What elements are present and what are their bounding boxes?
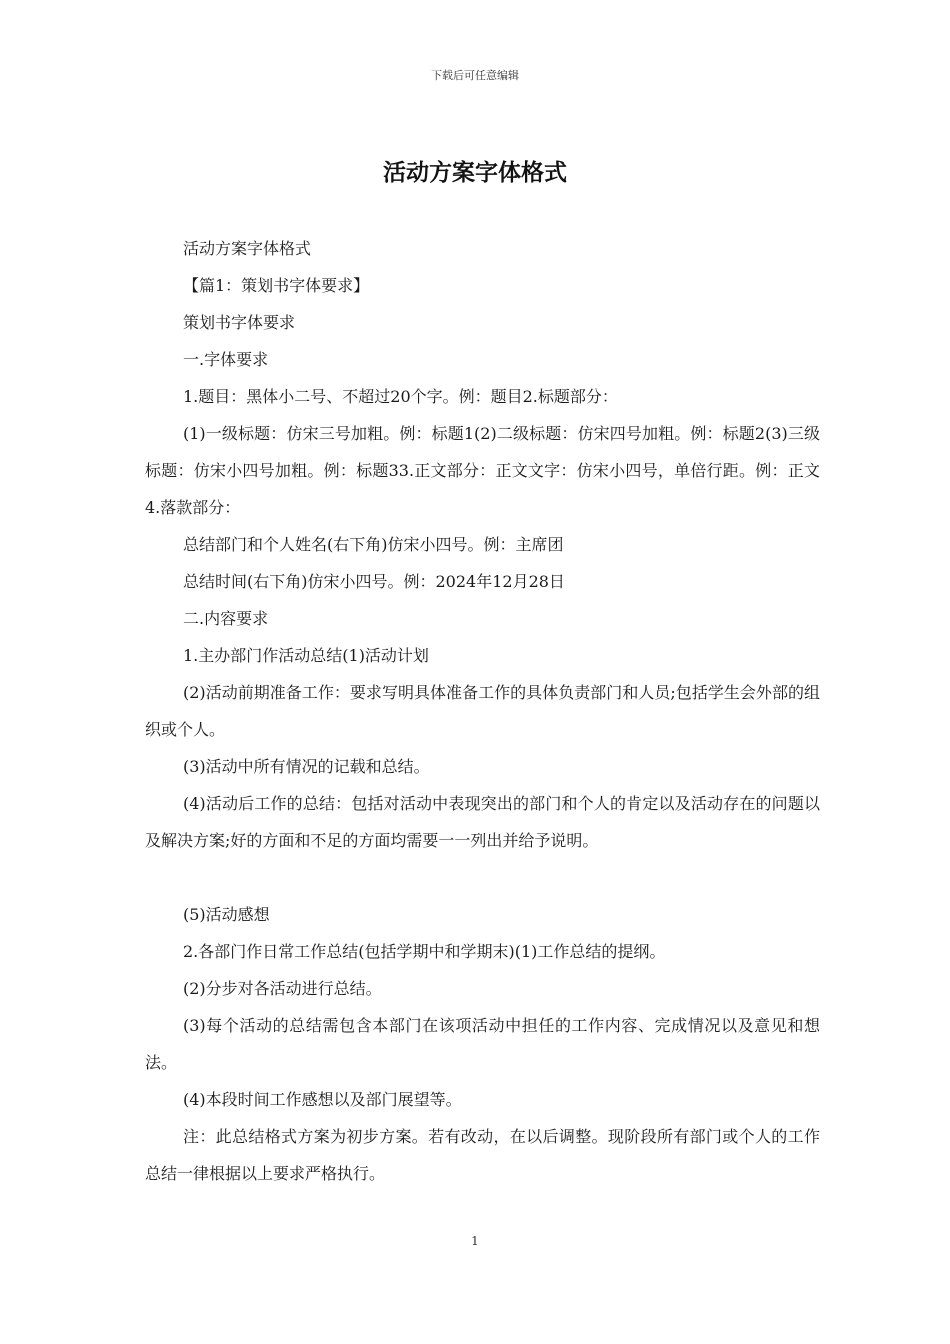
header-note: 下载后可任意编辑 (431, 69, 519, 82)
paragraph: 二.内容要求 (183, 609, 269, 628)
paragraph: 一.字体要求 (183, 350, 269, 369)
paragraph: (3)每个活动的总结需包含本部门在该项活动中担任的工作内容、完成情况以及意见和想法。 (145, 1016, 820, 1072)
paragraph: 总结部门和个人姓名(右下角)仿宋小四号。例：主席团 (183, 535, 564, 554)
paragraph: 注：此总结格式方案为初步方案。若有改动，在以后调整。现阶段所有部门或个人的工作总结一律根据以上要求严格执行。 (145, 1127, 820, 1183)
paragraph: 1.题目：黑体小二号、不超过20个字。例：题目2.标题部分： (183, 387, 618, 406)
document-title: 活动方案字体格式 (383, 160, 567, 186)
paragraph: (5)活动感想 (183, 905, 270, 924)
paragraph: (1)一级标题：仿宋三号加粗。例：标题1(2)二级标题：仿宋四号加粗。例：标题2(3)三级标题：仿宋小四号加粗。例：标题33.正文部分：正文文字：仿宋小四号，单倍行距。例：正文4.落款部分： (145, 424, 820, 517)
paragraph: (4)活动后工作的总结：包括对活动中表现突出的部门和个人的肯定以及活动存在的问题以及解决方案;好的方面和不足的方面均需要一一列出并给予说明。 (145, 794, 820, 850)
paragraph: 【篇1：策划书字体要求】 (183, 276, 370, 295)
document-body (145, 230, 820, 1192)
page-number: 1 (471, 1234, 479, 1248)
paragraph: (2)分步对各活动进行总结。 (183, 979, 382, 998)
paragraph: (2)活动前期准备工作：要求写明具体准备工作的具体负责部门和人员;包括学生会外部的组织或个人。 (145, 683, 820, 739)
paragraph: 策划书字体要求 (183, 313, 296, 332)
paragraph: 总结时间(右下角)仿宋小四号。例：2024年12月28日 (183, 572, 565, 591)
paragraph: 活动方案字体格式 (183, 239, 312, 258)
paragraph: (4)本段时间工作感想以及部门展望等。 (183, 1090, 462, 1109)
paragraph: 2.各部门作日常工作总结(包括学期中和学期末)(1)工作总结的提纲。 (183, 942, 666, 961)
paragraph: 1.主办部门作活动总结(1)活动计划 (183, 646, 429, 665)
paragraph: (3)活动中所有情况的记载和总结。 (183, 757, 430, 776)
